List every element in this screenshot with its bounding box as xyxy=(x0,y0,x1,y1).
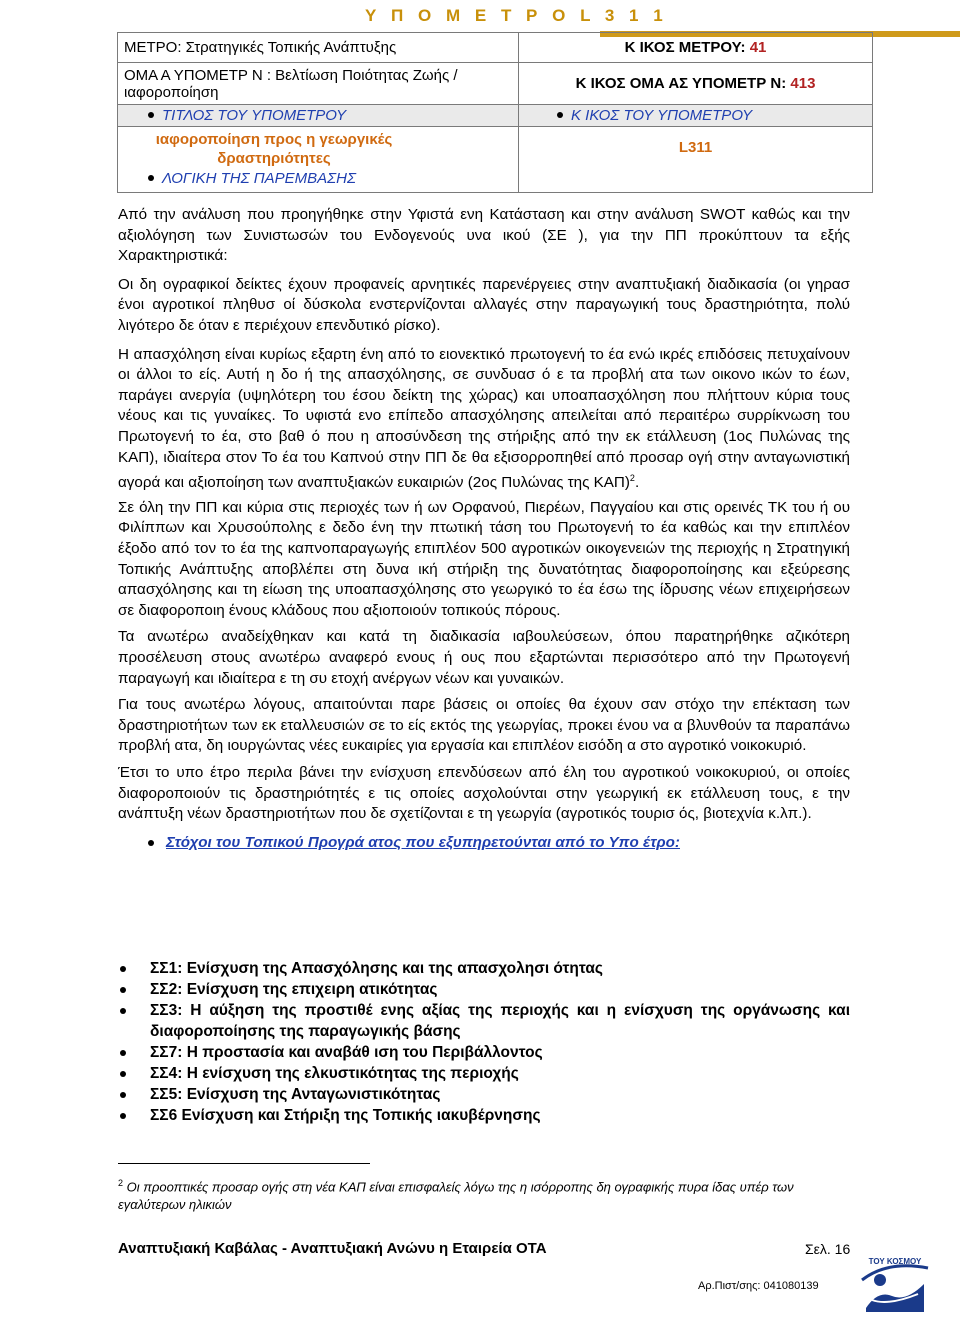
submeasure-title: ιαφοροποίηση προς η γεωργικές δραστηριότητες xyxy=(155,131,393,167)
goal-text: ΣΣ7: Η προστασία και αναβάθ ιση του Περιβάλλοντος xyxy=(150,1044,543,1061)
group-code-label: Κ ΙΚΟΣ ΟΜΑ ΑΣ ΥΠΟΜΕΤΡ Ν: xyxy=(575,75,791,92)
goal-text: ΣΣ6 Ενίσχυση και Στήριξη της Τοπικής ιακυβέρνησης xyxy=(150,1107,541,1124)
list-item xyxy=(118,958,850,979)
list-item xyxy=(118,1063,850,1084)
list-item xyxy=(118,979,850,1000)
paragraph-text: Η απασχόληση είναι κυρίως εξαρτη ένη από το ειονεκτικό πρωτογενή το έα ενώ ικρές επιδόσεις πετυχαίνουν οι άλλοι το είς. Αυτή η δο ή της απασχόλησης, σε συνδυασ ό ε τα προβλή ατα των οικονο ικών το έων, παράγει ανεργία (υψηλότερη του έσου δείκτη της χώρας) και υποαπασχόληση που πλήττουν κύρια τους νέους και τις γυναίκες. Το υφιστά ενο επίπεδο απασχόλησης απειλείται από περαιτέρω συρρίκνωση του Πρωτογενή το έα, στο βαθ ό που η αποσύνδεση της στήριξης από την εκ ετάλλευση (1ος Πυλώνας της ΚΑΠ), ιδιαίτερα στον Το έα του Καπνού στην ΠΠ δε θα εξισορροπηθεί από προσαρ ογή στην ανταγωνιστική αγορά και αξιοποίηση των αναπτυξιακών ευκαιριών (2ος Πυλώνας της ΚΑΠ) xyxy=(118,345,850,492)
bullet-icon xyxy=(120,1050,126,1056)
measure-code-cell xyxy=(519,33,873,63)
list-item xyxy=(118,1084,850,1105)
footnote-separator xyxy=(118,1163,370,1164)
title-header-cell xyxy=(118,105,519,127)
document-header-title: Υ Π Ο Μ Ε Τ Ρ Ο L 3 1 1 xyxy=(365,6,668,25)
footer-page-number: Σελ. 16 xyxy=(805,1241,851,1257)
paragraph: Έτσι το υπο έτρο περιλα βάνει την ενίσχυση επενδύσεων από έλη του αγροτικού νοικοκυριού, οι οποίες διαφοροποιούν τις δραστηριότητές ε τις οποίες ασχολούνται στην γεωργική εκ ετάλλευση τους, ε την ανάπτυξη νέων δραστηριοτήτων που δε σχετίζονται ε τη γεωργία (αγροτικός τουρισ ός, βιοτεχνία κ.λπ.). xyxy=(118,763,850,823)
measure-label: ΜΕΤΡΟ: Στρατηγικές Τοπικής Ανάπτυξης xyxy=(124,39,397,56)
title-value-cell xyxy=(118,127,519,193)
code-value-cell xyxy=(519,127,873,193)
goal-text: ΣΣ1: Ενίσχυση της Απασχόλησης και της απασχολησι ότητας xyxy=(150,960,603,977)
goal-text: ΣΣ2: Ενίσχυση της επιχειρη ατικότητας xyxy=(150,981,438,998)
bullet-icon xyxy=(148,112,154,118)
bullet-icon xyxy=(148,840,154,846)
goals-list xyxy=(118,958,850,1126)
bullet-icon xyxy=(557,112,563,118)
code-header-cell xyxy=(519,105,873,127)
goal-text: ΣΣ3: Η αύξηση της προστιθέ ενης αξίας της περιοχής και η ενίσχυση της οργάνωσης και διαφοροποίησης της παραγωγικής βάσης xyxy=(150,1002,850,1040)
bullet-icon xyxy=(120,1008,126,1014)
paragraph: Από την ανάλυση που προηγήθηκε στην Υφιστά ενη Κατάσταση και στην ανάλυση SWOT καθώς και την αξιολόγηση των Συνιστωσών του Ενδογενούς υνα ικού (ΣΕ ), για την ΠΠ προκύπτουν τα εξής Χαρακτηριστικά: xyxy=(118,206,850,265)
bullet-icon xyxy=(120,1113,126,1119)
goal-text: ΣΣ5: Ενίσχυση της Ανταγωνιστικότητας xyxy=(150,1086,441,1103)
bullet-icon xyxy=(120,1092,126,1098)
measure-cell xyxy=(118,33,519,63)
measure-info-table xyxy=(117,32,873,193)
paragraph-end: . xyxy=(634,474,640,492)
footer-registration: Αρ.Πιστ/σης: 041080139 xyxy=(698,1280,819,1292)
list-item xyxy=(118,1042,850,1063)
bullet-icon xyxy=(120,987,126,993)
paragraph xyxy=(118,345,850,494)
body-text xyxy=(118,205,850,853)
footnote-number: 2 xyxy=(118,1178,124,1188)
footer-org-name: Αναπτυξιακή Καβάλας - Αναπτυξιακή Ανώνυ η Εταιρεία ΟΤΑ xyxy=(118,1240,547,1257)
bullet-icon xyxy=(120,966,126,972)
footnote xyxy=(118,1174,850,1214)
group-code-cell xyxy=(519,63,873,105)
measure-code-label: Κ ΙΚΟΣ ΜΕΤΡΟΥ: xyxy=(624,39,750,56)
measure-code-value: 41 xyxy=(749,39,767,56)
certification-logo-icon xyxy=(858,1250,932,1322)
title-header-label: ΤΙΤΛΟΣ ΤΟΥ ΥΠΟΜΕΤΡΟΥ xyxy=(162,107,347,124)
list-item xyxy=(118,1105,850,1126)
goals-heading xyxy=(148,833,850,854)
goals-heading-text: Στόχοι του Τοπικού Προγρά ατος που εξυπηρετούνται από το Υπο έτρο: xyxy=(166,833,680,851)
paragraph: Τα ανωτέρω αναδείχθηκαν και κατά τη διαδικασία ιαβουλεύσεων, όπου παρατηρήθηκε αζικότερη προσέλευση στους ανωτέρω αναφερό ενους ή ους που εξαρτώνται περισσότερο από την Πρωτογενή παραγωγή και ιδιαίτερα ε τη συ ετοχή ανέργων νέων και γυναικών. xyxy=(118,628,850,687)
logic-label: ΛΟΓΙΚΗ ΤΗΣ ΠΑΡΕΜΒΑΣΗΣ xyxy=(162,170,356,187)
bullet-icon xyxy=(148,175,154,181)
footnote-ref: 2 xyxy=(629,473,635,484)
group-label: ΟΜΑ Α ΥΠΟΜΕΤΡ Ν : Βελτίωση Ποιότητας Ζωής / ιαφοροποίηση xyxy=(124,66,458,101)
paragraph: Σε όλη την ΠΠ και κύρια στις περιοχές των ή ων Ορφανού, Πιερέων, Παγγαίου και στις ορεινές ΤΚ του ή ου Φιλίππων και Χρυσούπολης ε δεδο ένη την πτωτική τάση του Πρωτογενή το έα καθώς και την επιπλέον έξοδο από τον το έα της καπνοπαραγωγής επιπλέον 500 αγροτικών οικογενειών της περιοχής η Στρατηγική Τοπικής Ανάπτυξης αποβλέπει στη δυνα ική στήριξη της δυνατότητας διαφοροποίησης και εξεύρεσης απασχόλησης και τη είωση της υποαπασχόλησης στο γεωργικό το έα έσω της ίδρυσης νέων επιχειρήσεων σε διαφοροποιη ένους κλάδους που αξιοποιούν τοπικούς πόρους. xyxy=(118,498,850,619)
code-header-label: Κ ΙΚΟΣ ΤΟΥ ΥΠΟΜΕΤΡΟΥ xyxy=(571,107,753,124)
paragraph: Οι δη ογραφικοί δείκτες έχουν προφανείς αρνητικές παρενέργειες στην αναπτυξιακή διαδικασία (οι γηρασ ένοι αγροτικοί πληθυσ οί δύσκολα ενστερνίζονται αλλαγές στην παραγωγική τους δραστηριότητα, πολύ λιγότερο δε όταν ε περιέχουν επενδυτικό ρίσκο). xyxy=(118,275,850,334)
goal-text: ΣΣ4: Η ενίσχυση της ελκυστικότητας της περιοχής xyxy=(150,1065,519,1082)
footnote-text: Οι προοπτικές προσαρ ογής στη νέα ΚΑΠ είναι επισφαλείς λόγω της η ισόρροπης δη ογραφικής πυρα ίδας υπέρ των εγαλύτερων ηλικιών xyxy=(118,1179,794,1213)
group-cell xyxy=(118,63,519,105)
submeasure-code: L311 xyxy=(678,139,713,156)
list-item xyxy=(118,1000,850,1042)
paragraph: Για τους ανωτέρω λόγους, απαιτούνται παρε βάσεις οι οποίες θα έχουν σαν στόχο την επέκταση των δραστηριοτήτων των εκ εταλλευσιών σε το είς εκτός της γεωργίας, προκει ένου να α βλυνθούν τα παραπάνω προβλή ατα, δη ιουργώντας νέες ευκαιρίες για εργασία και επιπλέον εισόδη α στο αγροτικό νοικοκυριό. xyxy=(118,696,850,755)
logo-text: ΤΟΥ ΚΟΣΜΟΥ xyxy=(868,1257,922,1266)
group-code-value: 413 xyxy=(790,75,816,92)
bullet-icon xyxy=(120,1071,126,1077)
